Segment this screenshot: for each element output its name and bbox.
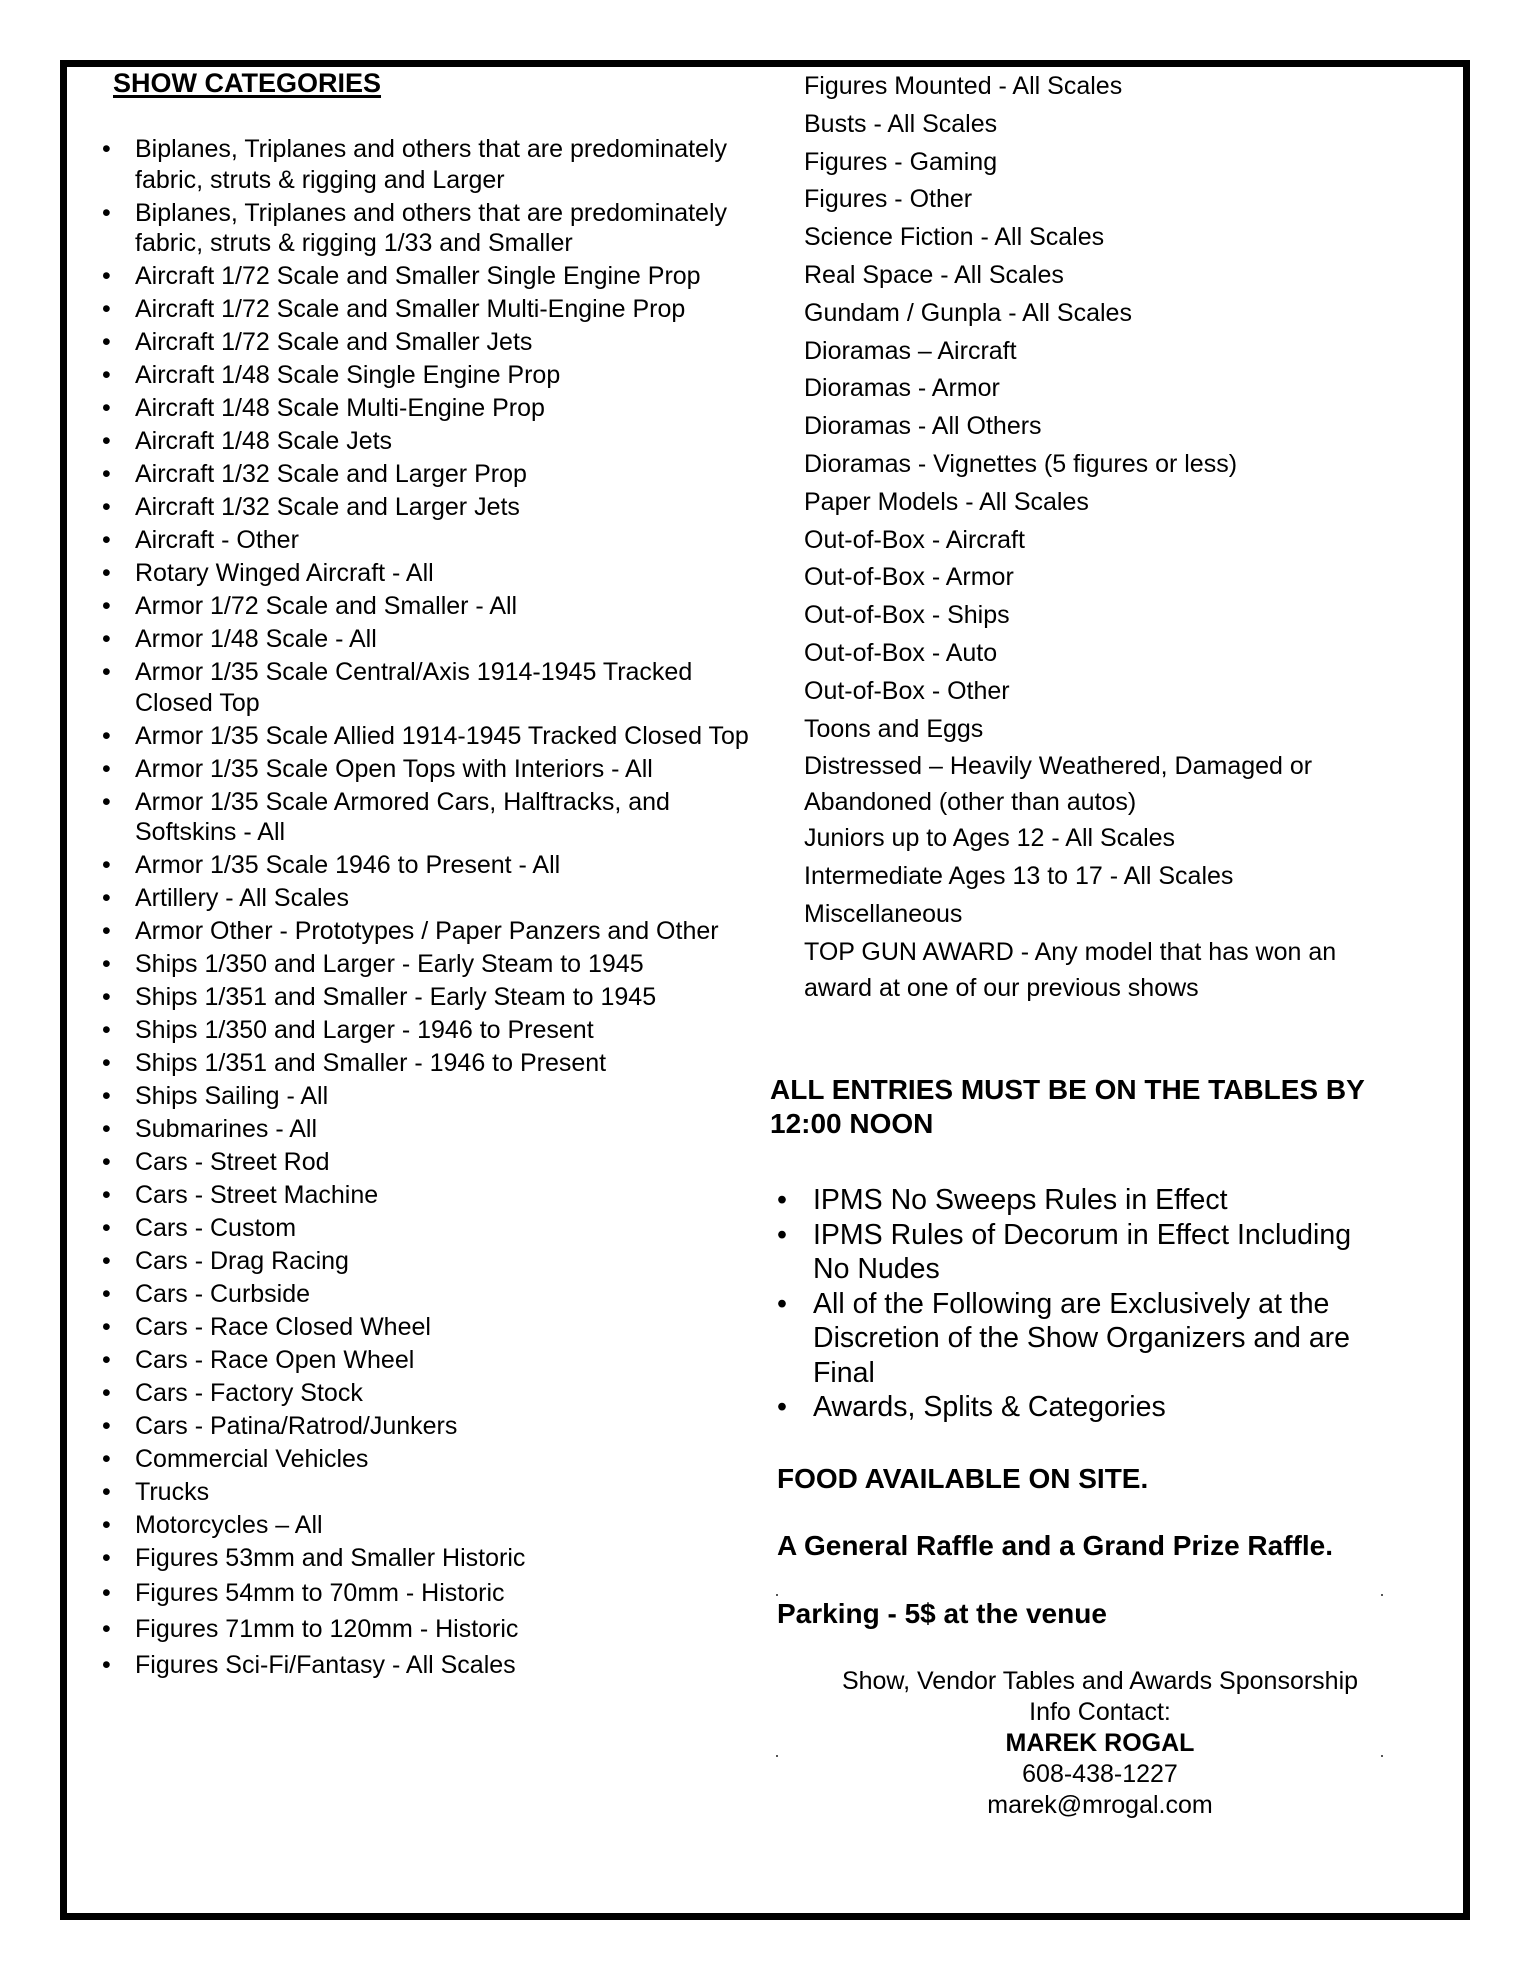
- entries-deadline-notice: ALL ENTRIES MUST BE ON THE TABLES BY 12:00 NOON: [770, 1074, 1365, 1139]
- category-item: Out-of-Box - Armor: [804, 563, 1014, 592]
- category-item: Science Fiction - All Scales: [804, 223, 1105, 252]
- stray-dot: [776, 1594, 778, 1596]
- rules-list: [775, 1183, 1395, 1425]
- category-item: Intermediate Ages 13 to 17 - All Scales: [804, 862, 1234, 891]
- category-item: Figures Mounted - All Scales: [804, 72, 1123, 100]
- category-item: • Aircraft 1/48 Scale Jets: [100, 426, 760, 457]
- category-item: Figures - Other: [804, 185, 973, 214]
- category-item: TOP GUN AWARD - Any model that has won an award at one of our previous shows: [804, 937, 1337, 1002]
- category-item: • Armor 1/35 Scale 1946 to Present - All: [100, 850, 760, 881]
- category-item: Busts - All Scales: [804, 109, 998, 138]
- category-item: Out-of-Box - Aircraft: [804, 525, 1025, 554]
- stray-dot: [1381, 1594, 1383, 1596]
- category-item: • Ships 1/350 and Larger - Early Steam to 1945: [100, 949, 760, 980]
- stray-dot: [1381, 1755, 1383, 1757]
- parking-notice: Parking - 5$ at the venue: [777, 1598, 1107, 1629]
- contact-label: Info Contact:: [1029, 1698, 1171, 1726]
- category-item: • Armor 1/35 Scale Armored Cars, Halftracks, and Softskins - All: [100, 787, 760, 848]
- category-item: Juniors up to Ages 12 - All Scales: [804, 824, 1176, 853]
- category-item: • Ships 1/351 and Smaller - 1946 to Present: [100, 1048, 760, 1079]
- category-item: • Figures Sci-Fi/Fantasy - All Scales: [100, 1650, 760, 1681]
- raffle-notice: A General Raffle and a Grand Prize Raffle.: [777, 1530, 1334, 1561]
- category-item: Dioramas - All Others: [804, 412, 1042, 441]
- category-item: Gundam / Gunpla - All Scales: [804, 298, 1132, 327]
- rule-item: • All of the Following are Exclusively at the Discretion of the Show Organizers and are Final: [775, 1287, 1395, 1391]
- category-item: • Cars - Street Machine: [100, 1180, 760, 1211]
- category-item: Toons and Eggs: [804, 714, 984, 743]
- category-item: • Aircraft 1/72 Scale and Smaller Multi-Engine Prop: [100, 294, 760, 325]
- category-item: • Rotary Winged Aircraft - All: [100, 558, 760, 589]
- category-item: • Cars - Drag Racing: [100, 1246, 760, 1277]
- rule-item: • IPMS Rules of Decorum in Effect Including No Nudes: [775, 1218, 1395, 1287]
- category-item: • Cars - Race Closed Wheel: [100, 1312, 760, 1343]
- category-item: Dioramas - Armor: [804, 374, 1000, 403]
- category-item: • Aircraft 1/48 Scale Multi-Engine Prop: [100, 393, 760, 424]
- right-category-list: [804, 68, 1384, 1006]
- contact-phone: 608-438-1227: [1022, 1760, 1178, 1788]
- category-item: • Ships 1/350 and Larger - 1946 to Present: [100, 1015, 760, 1046]
- category-item: • Cars - Factory Stock: [100, 1378, 760, 1409]
- category-item: • Armor 1/35 Scale Central/Axis 1914-1945 Tracked Closed Top: [100, 657, 760, 718]
- contact-name: MAREK ROGAL: [1005, 1729, 1195, 1757]
- category-item: • Aircraft 1/32 Scale and Larger Prop: [100, 459, 760, 490]
- category-item: • Figures 71mm to 120mm - Historic: [100, 1614, 760, 1645]
- category-item: • Armor Other - Prototypes / Paper Panzers and Other: [100, 916, 760, 947]
- category-item: Out-of-Box - Other: [804, 676, 1010, 705]
- category-item: • Armor 1/48 Scale - All: [100, 624, 760, 655]
- category-item: Figures - Gaming: [804, 147, 998, 176]
- category-item: • Ships Sailing - All: [100, 1081, 760, 1112]
- category-item: • Artillery - All Scales: [100, 883, 760, 914]
- category-item: • Figures 53mm and Smaller Historic: [100, 1543, 760, 1574]
- category-item: • Trucks: [100, 1477, 760, 1508]
- category-item: • Aircraft 1/48 Scale Single Engine Prop: [100, 360, 760, 391]
- category-item: • Commercial Vehicles: [100, 1444, 760, 1475]
- category-item: Distressed – Heavily Weathered, Damaged or Abandoned (other than autos): [804, 752, 1313, 817]
- category-item: • Aircraft 1/72 Scale and Smaller Jets: [100, 327, 760, 358]
- category-item: • Aircraft - Other: [100, 525, 760, 556]
- rule-item: • IPMS No Sweeps Rules in Effect: [775, 1183, 1395, 1218]
- category-item: • Ships 1/351 and Smaller - Early Steam to 1945: [100, 982, 760, 1013]
- category-item: • Cars - Custom: [100, 1213, 760, 1244]
- rule-item: • Awards, Splits & Categories: [775, 1390, 1395, 1425]
- category-item: • Aircraft 1/72 Scale and Smaller Single Engine Prop: [100, 261, 760, 292]
- category-item: • Biplanes, Triplanes and others that are predominately fabric, struts & rigging 1/33 and Smaller: [100, 198, 760, 259]
- category-item: Out-of-Box - Ships: [804, 601, 1010, 630]
- page-title: SHOW CATEGORIES: [113, 68, 382, 98]
- category-item: Miscellaneous: [804, 899, 963, 928]
- contact-block: [780, 1666, 1420, 1821]
- category-item: • Submarines - All: [100, 1114, 760, 1145]
- category-item: • Figures 54mm to 70mm - Historic: [100, 1578, 760, 1609]
- category-item: Dioramas - Vignettes (5 figures or less): [804, 449, 1238, 478]
- stray-dot: [776, 1755, 778, 1757]
- left-category-list: [100, 134, 760, 1683]
- category-item: • Armor 1/35 Scale Allied 1914-1945 Tracked Closed Top: [100, 721, 760, 752]
- category-item: • Cars - Curbside: [100, 1279, 760, 1310]
- category-item: • Cars - Street Rod: [100, 1147, 760, 1178]
- category-item: • Cars - Patina/Ratrod/Junkers: [100, 1411, 760, 1442]
- category-item: Out-of-Box - Auto: [804, 638, 998, 667]
- category-item: • Motorcycles – All: [100, 1510, 760, 1541]
- contact-intro: Show, Vendor Tables and Awards Sponsorship: [841, 1667, 1359, 1695]
- category-item: Real Space - All Scales: [804, 260, 1064, 289]
- category-item: • Biplanes, Triplanes and others that are predominately fabric, struts & rigging and Larger: [100, 134, 760, 195]
- category-item: • Aircraft 1/32 Scale and Larger Jets: [100, 492, 760, 523]
- category-item: Paper Models - All Scales: [804, 487, 1089, 516]
- category-item: Dioramas – Aircraft: [804, 336, 1017, 365]
- category-item: • Cars - Race Open Wheel: [100, 1345, 760, 1376]
- category-item: • Armor 1/35 Scale Open Tops with Interiors - All: [100, 754, 760, 785]
- category-item: • Armor 1/72 Scale and Smaller - All: [100, 591, 760, 622]
- food-notice: FOOD AVAILABLE ON SITE.: [777, 1463, 1149, 1494]
- contact-email[interactable]: marek@mrogal.com: [987, 1791, 1213, 1819]
